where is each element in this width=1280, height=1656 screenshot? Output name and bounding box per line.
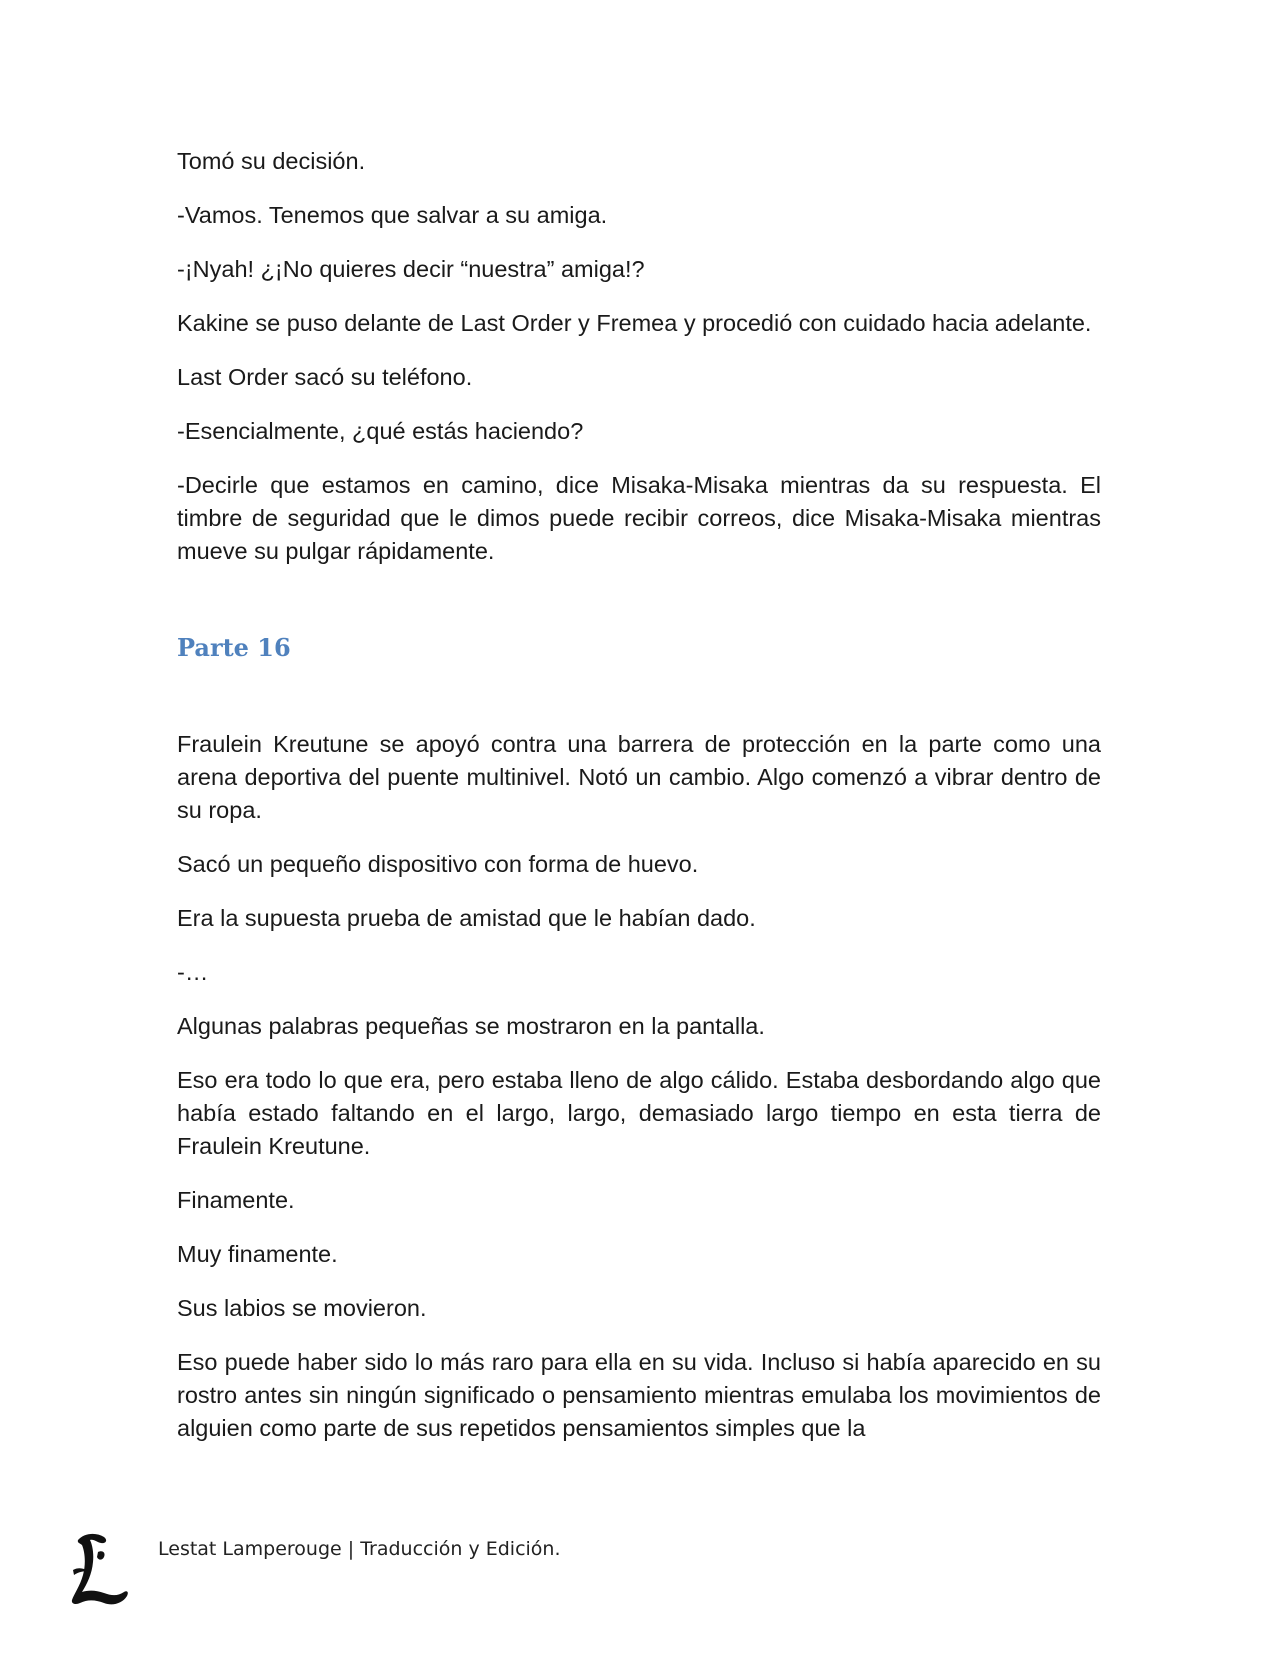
footer-credit: Lestat Lamperouge | Traducción y Edición. bbox=[158, 1538, 561, 1560]
paragraph: Tomó su decisión. bbox=[177, 148, 366, 174]
paragraph: -… bbox=[177, 959, 209, 985]
paragraph: Fraulein Kreutune se apoyó contra una barrera de protección en la parte como una arena deportiva del puente multinivel. Notó un cambio. Algo comenzó a vibrar dentro de su ropa. bbox=[177, 731, 1101, 823]
paragraph: -Esencialmente, ¿qué estás haciendo? bbox=[177, 418, 584, 444]
paragraph: Era la supuesta prueba de amistad que le habían dado. bbox=[177, 905, 756, 931]
paragraph: -Decirle que estamos en camino, dice Misaka-Misaka mientras da su respuesta. El timbre de seguridad que le dimos puede recibir correos, dice Misaka-Misaka mientras mueve su pulgar rápidamente. bbox=[177, 472, 1101, 564]
document-body bbox=[177, 145, 1101, 1466]
paragraph: Finamente. bbox=[177, 1187, 295, 1213]
paragraph: Last Order sacó su teléfono. bbox=[177, 364, 473, 390]
paragraph: Eso puede haber sido lo más raro para ella en su vida. Incluso si había aparecido en su rostro antes sin ningún significado o pensamiento mientras emulaba los movimientos de alguien como parte de sus repetidos pensamientos simples que la bbox=[177, 1349, 1101, 1441]
paragraph: Kakine se puso delante de Last Order y Fremea y procedió con cuidado hacia adelante. bbox=[177, 310, 1092, 336]
section-heading: Parte 16 bbox=[177, 633, 291, 662]
paragraph: -¡Nyah! ¿¡No quieres decir “nuestra” amiga!? bbox=[177, 256, 645, 282]
gothic-letter-L-logo bbox=[68, 1530, 130, 1608]
paragraph: Sus labios se movieron. bbox=[177, 1295, 427, 1321]
paragraph: -Vamos. Tenemos que salvar a su amiga. bbox=[177, 202, 608, 228]
page-footer bbox=[68, 1530, 768, 1610]
paragraph: Muy finamente. bbox=[177, 1241, 338, 1267]
paragraph: Algunas palabras pequeñas se mostraron en la pantalla. bbox=[177, 1013, 765, 1039]
paragraph: Sacó un pequeño dispositivo con forma de huevo. bbox=[177, 851, 699, 877]
paragraph: Eso era todo lo que era, pero estaba lleno de algo cálido. Estaba desbordando algo que había estado faltando en el largo, largo, demasiado largo tiempo en esta tierra de Fraulein Kreutune. bbox=[177, 1067, 1101, 1159]
